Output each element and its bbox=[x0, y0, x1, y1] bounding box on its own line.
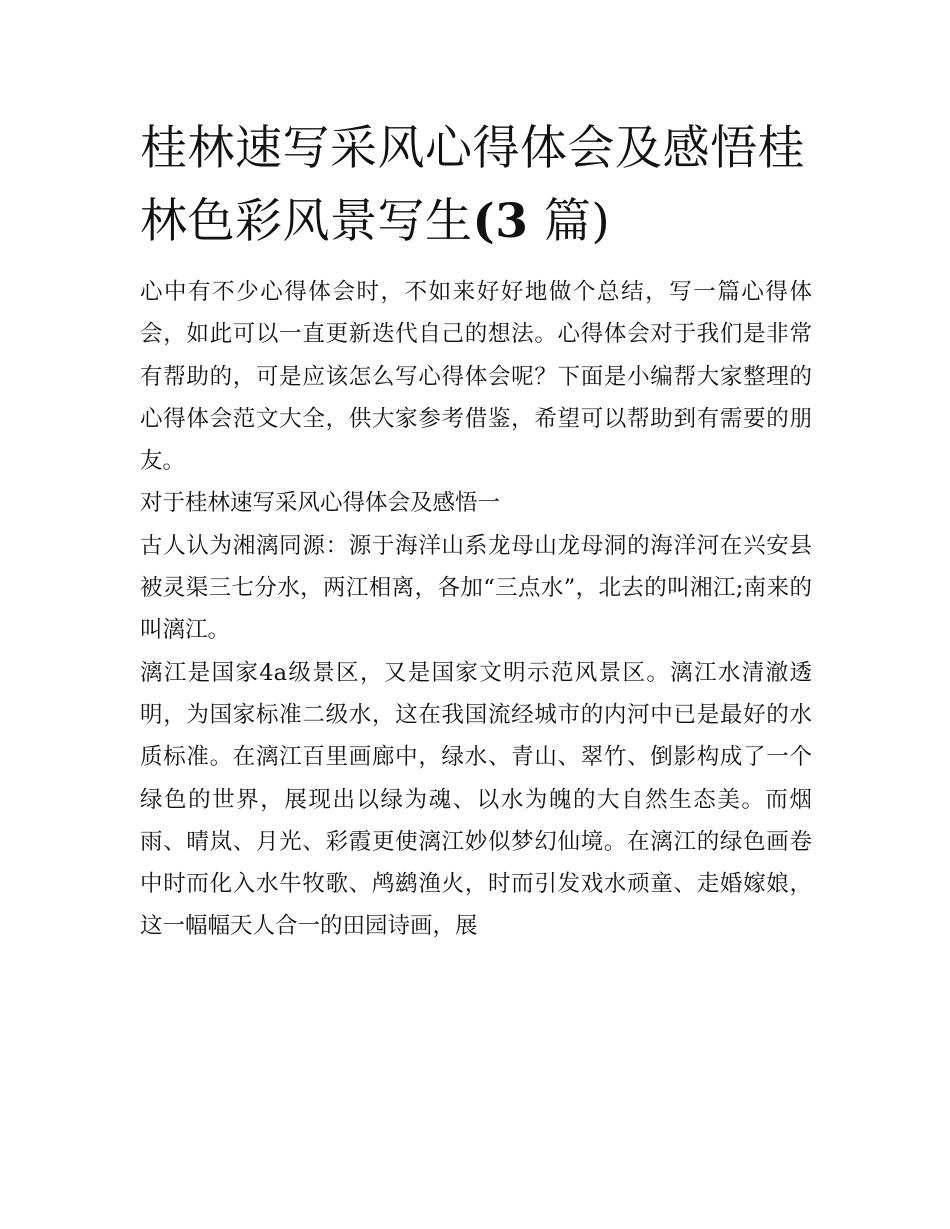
title-suffix: 篇) bbox=[528, 194, 611, 249]
title-paren-open: ( bbox=[472, 194, 496, 249]
section-heading: 对于桂林速写采风心得体会及感悟一 bbox=[140, 490, 501, 517]
title-count: 3 bbox=[495, 194, 529, 249]
title-main-text: 桂林速写采风心得体会及感悟桂林色彩风景写生 bbox=[140, 121, 805, 249]
document-body bbox=[140, 112, 812, 948]
intro-paragraph: 心中有不少心得体会时，不如来好好地做个总结，写一篇心得体会，如此可以一直更新迭代自己的想法。心得体会对于我们是非常有帮助的，可是应该怎么写心得体会呢？下面是小编帮大家整理的心得体会范文大全，供大家参考借鉴，希望可以帮助到有需要的朋友。 bbox=[140, 279, 812, 475]
body-paragraph: 漓江是国家4a级景区，又是国家文明示范风景区。漓江水清澈透明，为国家标准二级水，这在我国流经城市的内河中已是最好的水质标准。在漓江百里画廊中，绿水、青山、翠竹、倒影构成了一个绿色的世界，展现出以绿为魂、以水为魄的大自然生态美。而烟雨、晴岚、月光、彩霞更使漓江妙似梦幻仙境。在漓江的绿色画卷中时而化入水牛牧歌、鸬鹚渔火，时而引发戏水顽童、走婚嫁娘，这一幅幅天人合一的田园诗画，展 bbox=[140, 659, 812, 940]
body-paragraph: 古人认为湘漓同源：源于海洋山系龙母山龙母洞的海洋河在兴安县被灵渠三七分水，两江相离，各加“三点水”，北去的叫湘江;南来的叫漓江。 bbox=[140, 532, 812, 644]
document-title bbox=[140, 112, 812, 258]
